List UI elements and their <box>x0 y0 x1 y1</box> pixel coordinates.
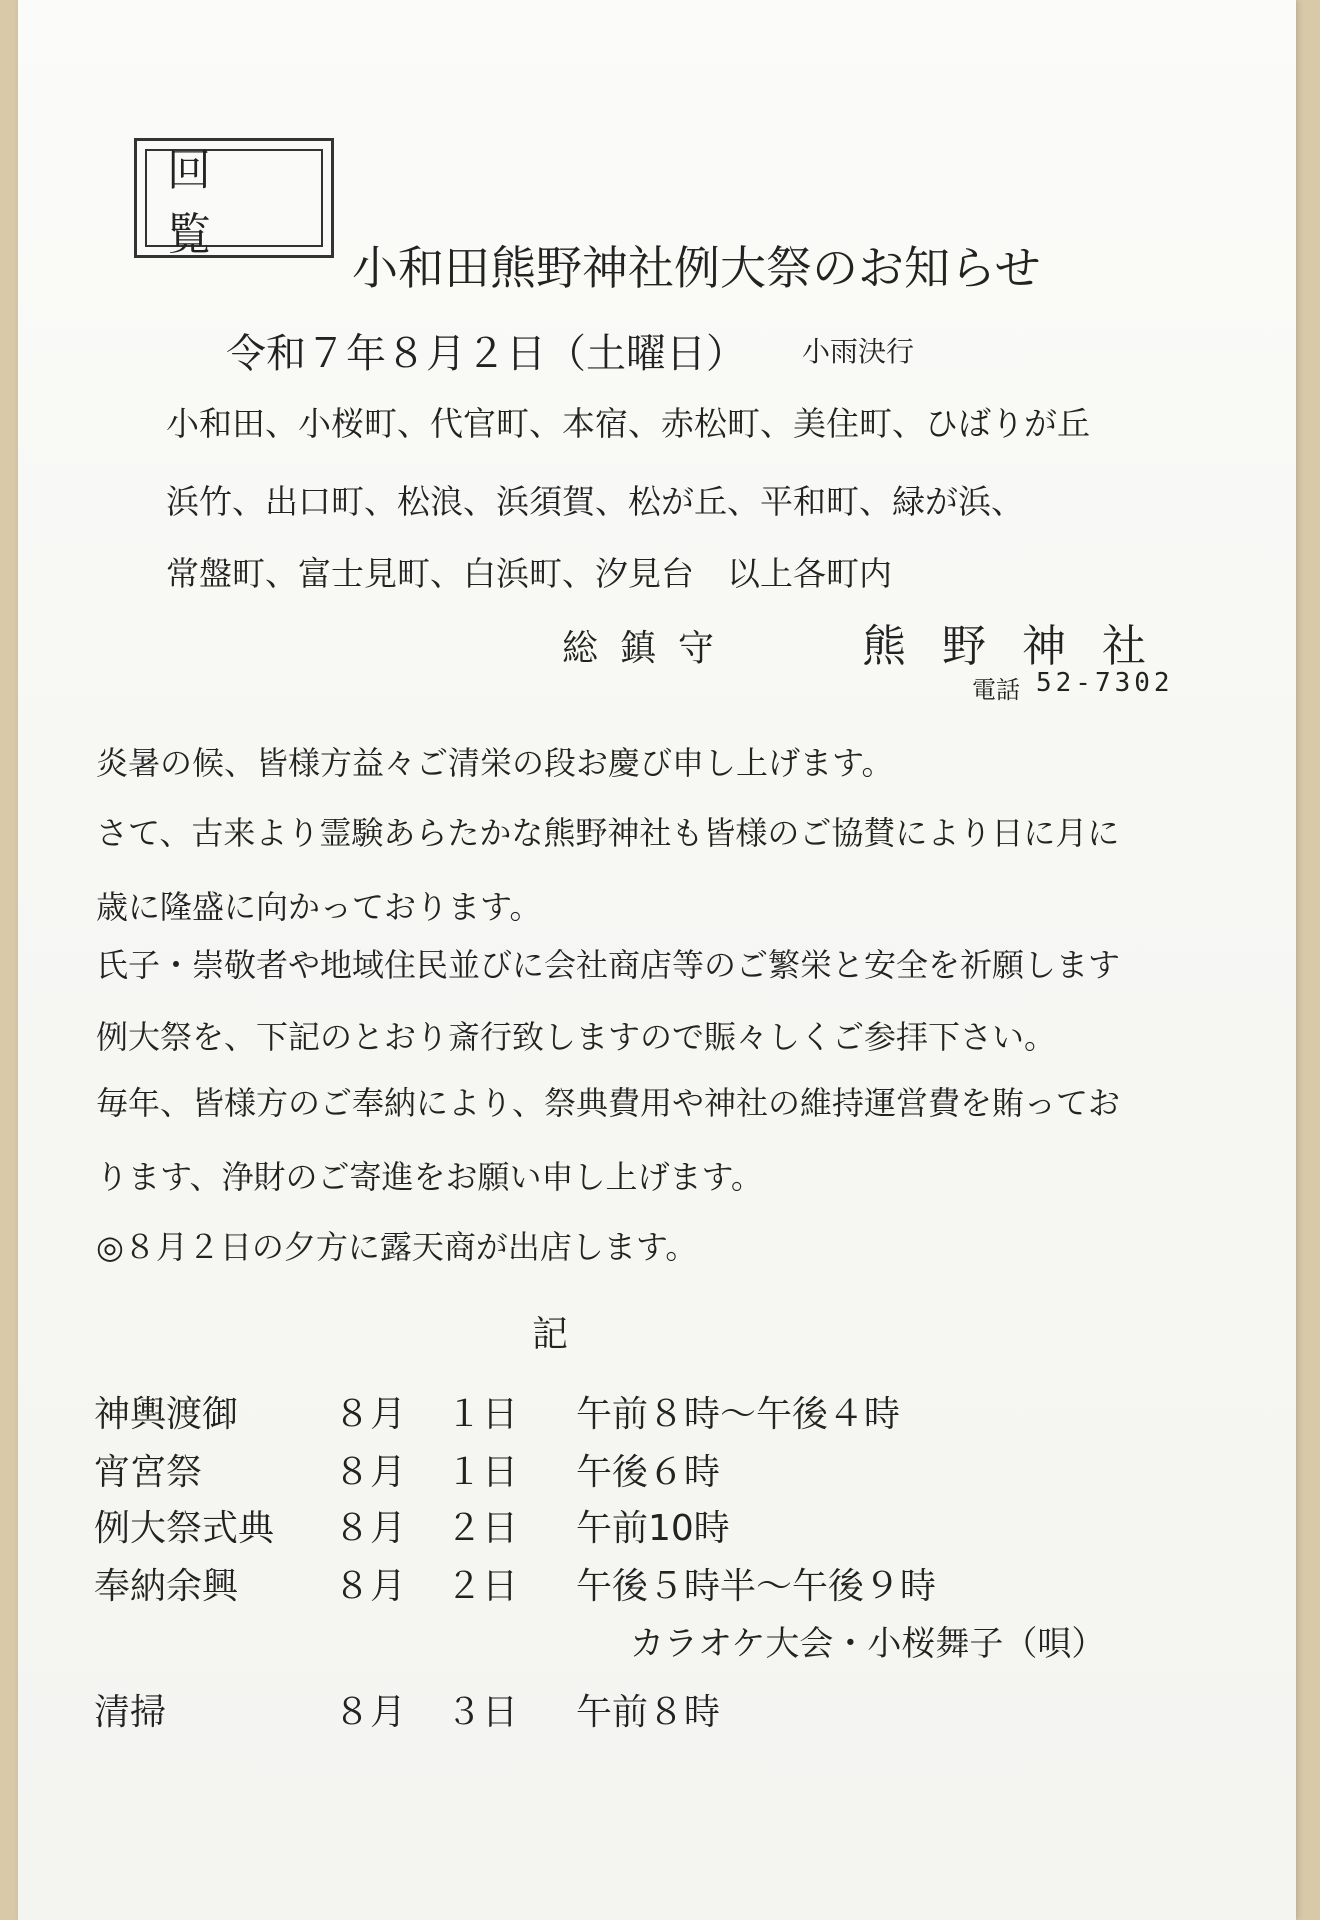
schedule-event-name: 奉納余興 <box>94 1566 239 1607</box>
schedule-time: 午前８時 <box>576 1692 721 1733</box>
body-line: 歳に隆盛に向かっております。 <box>96 888 542 926</box>
town-list-line: 常盤町、富士見町、白浜町、汐見台 以上各町内 <box>166 554 892 593</box>
stamp-inner-border <box>145 145 323 260</box>
schedule-month: ８月 <box>334 1692 407 1733</box>
schedule-day: ２日 <box>446 1566 519 1607</box>
schedule-day: ２日 <box>446 1508 519 1549</box>
schedule-event-name: 神輿渡御 <box>94 1394 239 1435</box>
rain-note: 小雨決行 <box>802 335 915 368</box>
schedule-day: １日 <box>446 1452 519 1493</box>
schedule-extra-note: カラオケ大会・小桜舞子（唄） <box>630 1624 1106 1664</box>
schedule-time: 午後６時 <box>576 1452 721 1493</box>
phone-label: 電話 <box>972 676 1020 704</box>
body-line: 氏子・崇敬者や地域住民並びに会社商店等のご繁栄と安全を祈願します <box>96 946 1121 984</box>
town-list-line: 浜竹、出口町、松浪、浜須賀、松が丘、平和町、緑が浜、 <box>166 482 1024 521</box>
schedule-day: １日 <box>446 1394 519 1435</box>
schedule-month: ８月 <box>334 1452 407 1493</box>
body-line: さて、古来より霊験あらたかな熊野神社も皆様のご協賛により日に月に <box>96 814 1120 852</box>
notice-title: 小和田熊野神社例大祭のお知らせ <box>352 241 1041 295</box>
shrine-name: 熊野神社 <box>862 621 1182 672</box>
stamp-text: 回 覧 <box>167 145 239 260</box>
schedule-month: ８月 <box>334 1566 407 1607</box>
circulation-stamp <box>134 138 334 258</box>
festival-date: 令和７年８月２日（土曜日） <box>226 331 746 377</box>
schedule-month: ８月 <box>334 1508 407 1549</box>
schedule-month: ８月 <box>334 1394 407 1435</box>
body-line: ◎８月２日の夕方に露天商が出店します。 <box>96 1228 698 1266</box>
body-line: 毎年、皆様方のご奉納により、祭典費用や神社の維持運営費を賄ってお <box>96 1084 1121 1122</box>
phone-number: 52-7302 <box>1036 668 1174 698</box>
ki-heading: 記 <box>532 1314 569 1355</box>
org-label: 総鎮守 <box>562 628 737 669</box>
body-line: 例大祭を、下記のとおり斎行致しますので賑々しくご参拝下さい。 <box>96 1018 1057 1056</box>
schedule-event-name: 清掃 <box>94 1692 167 1733</box>
town-list-line: 小和田、小桜町、代官町、本宿、赤松町、美住町、ひばりが丘 <box>166 404 1090 443</box>
body-line: 炎暑の候、皆様方益々ご清栄の段お慶び申し上げます。 <box>96 744 894 782</box>
schedule-event-name: 宵宮祭 <box>94 1452 203 1493</box>
schedule-time: 午前８時～午後４時 <box>576 1394 901 1435</box>
schedule-event-name: 例大祭式典 <box>94 1508 275 1549</box>
body-line: ります、浄財のご寄進をお願い申し上げます。 <box>96 1158 763 1196</box>
schedule-time: 午後５時半～午後９時 <box>576 1566 937 1607</box>
schedule-time: 午前10時 <box>576 1508 730 1549</box>
schedule-day: ３日 <box>446 1692 519 1733</box>
